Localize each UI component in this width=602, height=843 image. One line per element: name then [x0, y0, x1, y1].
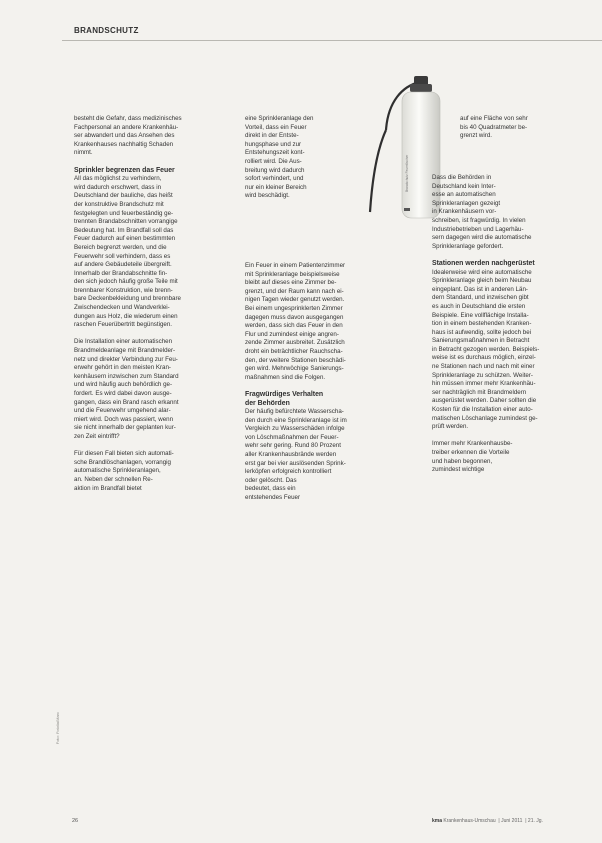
col2-paragraph-1: eine Sprinkleranlage den Vorteil, dass ein Feuer direkt in der Entste- hungsphase und zur Entstehungszeit kont- rolliert wird. Die Aus- breitung wird dadurch sofort verhindert, und nur ein kleiner Bereich wird beschädigt.: [245, 115, 314, 200]
col1-paragraph-1: besteht die Gefahr, dass medizinisches Fachpersonal an andere Krankenhäu- ser abwandert und das Ansehen des Krankenhauses nachhaltig Schaden nimmt.: [74, 115, 182, 157]
column-1: [74, 115, 229, 493]
col2-paragraph-2: Ein Feuer in einem Patientenzimmer mit Sprinkleranlage beispielsweise bleibt auf dieses eine Zimmer be- grenzt, und der Raum kann nach ei- nigen Tagen wieder genutzt werden. Bei einem ungesprinklerten Zimmer dagegen muss davon ausgegangen werden, dass sich das Feuer in den Flur und zumindest einige angren- zende Zimmer ausbreitet. Zusätzlich droht ein beträchtlicher Rauchscha- den, der weitere Stationen beschädi- gen wird. Mehrwöchige Sanierungs- maßnahmen sind die Folgen.: [245, 262, 346, 381]
issue-date: Juni 2011: [501, 818, 523, 824]
page-header: [0, 0, 602, 46]
col3-paragraph-4: Immer mehr Krankenhausbe- treiber erkennen die Vorteile und haben begonnen, zumindest wichtige: [432, 440, 513, 474]
magazine-info: kma Krankenhaus-Umschau | Juni 2011 | 21. Jg.: [432, 818, 543, 824]
col2-paragraph-3: Der häufig befürchtete Wasserscha- den durch eine Sprinkleranlage ist im Vergleich zu Wasserschäden infolge von Löschmaßnahmen der Feuer- wehr sehr gering. Rund 80 Prozent aller Krankenhausbrände werden erst gar bei vier auslösenden Sprink- lerköpfen erfolgreich kontrolliert oder gelöscht. Das bedeutet, dass ein entstehendes Feuer: [245, 408, 347, 502]
edition: 21. Jg.: [527, 818, 543, 824]
col3-paragraph-2: Dass die Behörden in Deutschland kein Inter- esse an automatischen Sprinkleranlagen gezeigt in Krankenhäusern vor- schreiben, ist fragwürdig. In vielen Industriebetrieben und Lagerhäu- sern dagegen wird die automatische Sprinkleranlage gefordert.: [432, 174, 532, 250]
col1-paragraph-2: All das möglichst zu verhindern, wird dadurch erschwert, dass in Deutschland der bauliche, das heißt der konstruktive Brandschutz mit festgelegten und feuerbeständig ge- trennten Brandabschnitten vorrangige Bedeutung hat. Im Brandfall soll das Feuer dadurch auf einen bestimmten Bereich begrenzt werden, und die Feuerwehr soll verhindern, dass es auf andere Gebäudeteile übergreift. Innerhalb der Brandabschnitte fin- den sich jedoch häufig große Teile mit brennbarer Konstruktion, wie brenn- bare Deckenbekleidung und brennbare Zwischendecken und Wandverklei- dungen aus Holz, die wiederum einen raschen Feuerübertritt begünstigen.: [74, 175, 181, 329]
column-2-lower: [245, 262, 395, 503]
page-footer: [0, 818, 602, 843]
photo-credit: Foto: Fotolia/Marc: [55, 712, 60, 745]
col3-subheading: Stationen werden nachgerüstet: [432, 259, 535, 267]
column-2: [245, 115, 395, 201]
col1-paragraph-4: Für diesen Fall bieten sich automati- sche Brandlöschanlagen, vorrangig automatische Sprinkleranlagen, an. Neben der schnellen Re- aktion im Brandfall bietet: [74, 450, 174, 492]
magazine-name: kma: [432, 818, 443, 824]
page-number: 26: [72, 818, 79, 824]
column-3: [432, 115, 580, 141]
extinguisher-label: Brandschutz Feuerlöscher: [405, 154, 409, 192]
section-title: BRANDSCHUTZ: [74, 26, 139, 35]
col1-subheading: Sprinkler begrenzen das Feuer: [74, 166, 175, 174]
col2-subheading: Fragwürdiges Verhalten der Behörden: [245, 390, 324, 407]
col3-paragraph-3: Idealerweise wird eine automatische Sprinkleranlage gleich beim Neubau eingeplant. Das ist in anderen Län- dern Standard, und inzwischen gibt es auch in Deutschland die ersten Beispiele. Eine vollflächige Installa- tion in einem bestehenden Kranken- haus ist aufwendig, sollte jedoch bei Sanierungsmaßnahmen in Betracht in Betracht gezogen werden. Beispiels- weise ist es durchaus möglich, einzel- ne Stationen nach und nach mit einer Sprinkleranlage zu schützen. Weiter- hin müssen immer mehr Krankenhäu- ser nachträglich mit Brandmeldern ausgerüstet werden. Daher sollten die Kosten für die Installation einer auto- matischen Löschanlage zumindest ge- prüft werden.: [432, 268, 540, 431]
header-rule: [62, 40, 602, 41]
col1-paragraph-3: Die Installation einer automatischen Brandmeldeanlage mit Brandmelder- netz und direkter Verbindung zur Feu- erwehr gehört in den meisten Kran- kenhäusern inzwischen zum Standard und wird häufig auch behördlich ge- fordert. Es wird dabei davon ausge- gangen, dass ein Brand rasch erkannt und die Feuerwehr umgehend alar- miert wird. Doch was passiert, wenn sie nicht innerhalb der geplanten kur- zen Zeit eintrifft?: [74, 338, 179, 440]
col3-paragraph-1: auf eine Fläche von sehr bis 40 Quadratmeter be- grenzt wird.: [460, 115, 528, 140]
magazine-subtitle: Krankenhaus-Umschau: [442, 818, 496, 824]
column-3-lower: [432, 174, 580, 475]
